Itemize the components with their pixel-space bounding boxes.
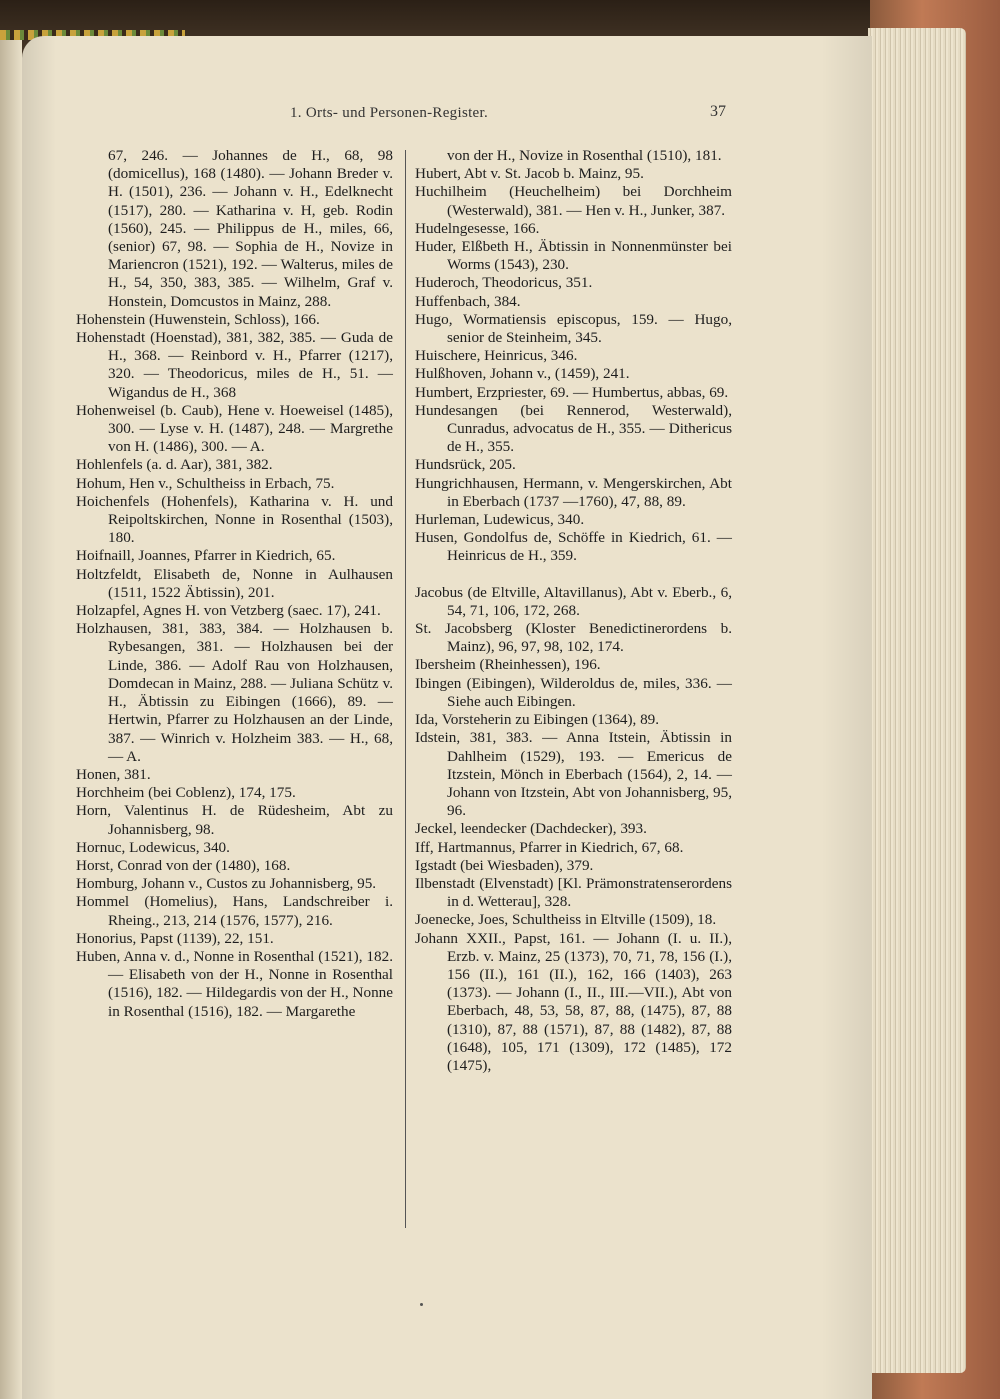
register-entry: Hulßhoven, Johann v., (1459), 241. (415, 365, 630, 383)
register-entry: Honen, 381. (76, 765, 151, 783)
section-gap (415, 566, 732, 584)
register-entry: 67, 246. — Johannes de H., 68, 98 (domicellus), 168 (1480). — Johann Breder v. H. (1501), 236. — Johann v. H., Edelknecht (1517), 280. — Katharina v. H, geb. Rodin (1560), 245. — Philippus de H., miles, 66, (senior) 67, 98. — Sophia de H., Novize in Mariencron (1521), 192. — Walterus, miles de H., 54, 350, 383, 385. — Wilhelm, Graf v. Honstein, Domcustos in Mainz, 288. (108, 147, 393, 310)
register-entry: Ida, Vorsteherin zu Eibingen (1364), 89. (415, 711, 660, 729)
register-entry: Honorius, Papst (1139), 22, 151. (76, 929, 274, 947)
register-entry: Huderoch, Theodoricus, 351. (415, 274, 593, 292)
register-entry: Hornuc, Lodewicus, 340. (76, 838, 230, 856)
register-entry: Holtzfeldt, Elisabeth de, Nonne in Aulhausen (1511, 1522 Äbtissin), 201. (76, 565, 393, 601)
facing-page-edge (0, 40, 22, 1399)
register-entry: Huchilheim (Heuchelheim) bei Dorchheim (Westerwald), 381. — Hen v. H., Junker, 387. (415, 183, 732, 219)
register-entry: Jacobus (de Eltville, Altavillanus), Abt v. Eberb., 6, 54, 71, 106, 172, 268. (415, 583, 732, 619)
register-entry: Huben, Anna v. d., Nonne in Rosenthal (1521), 182. — Elisabeth von der H., Nonne in Rosenthal (1516), 182. — Hildegardis von der H., Nonne in Rosenthal (1516), 182. — Margarethe (76, 947, 393, 1020)
register-entry: Hohum, Hen v., Schultheiss in Erbach, 75. (76, 474, 335, 492)
register-entry: Horst, Conrad von der (1480), 168. (76, 856, 291, 874)
register-entry: Hohenweisel (b. Caub), Hene v. Hoeweisel (1485), 300. — Lyse v. H. (1487), 248. — Margrethe von H. (1486), 300. — A. (76, 401, 393, 456)
register-entry: Hurleman, Ludewicus, 340. (415, 511, 585, 529)
register-entry: Huder, Elßbeth H., Äbtissin in Nonnenmünster bei Worms (1543), 230. (415, 238, 732, 274)
register-entry: Hoichenfels (Hohenfels), Katharina v. H. und Reipoltskirchen, Nonne in Rosenthal (1503), 180. (76, 492, 393, 547)
register-entry: Hohenstein (Huwenstein, Schloss), 166. (76, 310, 320, 328)
register-entry: Huischere, Heinricus, 346. (415, 347, 578, 365)
register-entry: Huffenbach, 384. (415, 292, 521, 310)
register-column-left (76, 147, 393, 1021)
register-entry: Hundsrück, 205. (415, 456, 516, 474)
register-entry: Holzapfel, Agnes H. von Vetzberg (saec. 17), 241. (76, 602, 381, 620)
register-entry: Holzhausen, 381, 383, 384. — Holzhausen b. Rybesangen, 381. — Holzhausen bei der Linde, 386. — Adolf Rau von Holzhausen, Domdecan in Mainz, 288. — Juliana Schütz v. H., Äbtissin zu Eibingen (1666), 89. — Hertwin, Pfarrer zu Holzhausen an der Linde, 387. — Winrich v. Holzheim 383. — H., 68, — A. (76, 620, 393, 765)
register-entry: Idstein, 381, 383. — Anna Itstein, Äbtissin in Dahlheim (1529), 193. — Emericus de Itzstein, Mönch in Eberbach (1564), 2, 14. — Johann von Itzstein, Abt von Johannisberg, 95, 96. (415, 729, 732, 820)
column-divider (405, 150, 406, 1228)
register-entry: von der H., Novize in Rosenthal (1510), 181. (447, 147, 722, 164)
register-entry: Joenecke, Joes, Schultheiss in Eltville (1509), 18. (415, 911, 717, 929)
register-entry: Hudelngesesse, 166. (415, 219, 540, 237)
register-entry: Hubert, Abt v. St. Jacob b. Mainz, 95. (415, 165, 644, 183)
register-entry: Hohlenfels (a. d. Aar), 381, 382. (76, 456, 273, 474)
register-entry: Hungrichhausen, Hermann, v. Mengerskirchen, Abt in Eberbach (1737 —1760), 47, 88, 89. (415, 474, 732, 510)
page-number: 37 (710, 103, 726, 120)
register-entry: Ibersheim (Rheinhessen), 196. (415, 656, 601, 674)
register-entry: Hoifnaill, Joannes, Pfarrer in Kiedrich, 65. (76, 547, 336, 565)
register-entry: Hohenstadt (Hoenstad), 381, 382, 385. — Guda de H., 368. — Reinbord v. H., Pfarrer (1217), 320. — Theodoricus, miles de H., 51. — Wigandus de H., 368 (76, 329, 393, 401)
running-head: 1. Orts- und Personen-Register. (290, 105, 489, 121)
register-entry: Horn, Valentinus H. de Rüdesheim, Abt zu Johannisberg, 98. (76, 802, 393, 838)
register-column-right (415, 147, 732, 1075)
register-entry: Johann XXII., Papst, 161. — Johann (I. u. II.), Erzb. v. Mainz, 25 (1373), 70, 71, 78, 156 (I.), 156 (II.), 161 (II.), 162, 166 (1403), 263 (1373). — Johann (I., II., III.—VII.), Abt von Eberbach, 48, 53, 58, 87, 88, (1475), 87, 88 (1310), 87, 88 (1571), 87, 88 (1482), 87, 88 (1648), 105, 171 (1309), 172 (1485), 172 (1475), (415, 929, 732, 1074)
register-entry: Hommel (Homelius), Hans, Landschreiber i. Rheing., 213, 214 (1576, 1577), 216. (76, 893, 393, 929)
page-mark (420, 1303, 423, 1306)
register-entry: Horchheim (bei Coblenz), 174, 175. (76, 784, 296, 802)
register-entry: Homburg, Johann v., Custos zu Johannisberg, 95. (76, 875, 377, 893)
register-entry: Igstadt (bei Wiesbaden), 379. (415, 856, 594, 874)
register-entry: Husen, Gondolfus de, Schöffe in Kiedrich, 61. — Heinricus de H., 359. (415, 529, 732, 565)
register-entry: St. Jacobsberg (Kloster Benedictinerordens b. Mainz), 96, 97, 98, 102, 174. (415, 620, 732, 656)
register-entry: Iff, Hartmannus, Pfarrer in Kiedrich, 67, 68. (415, 838, 684, 856)
register-entry: Jeckel, leendecker (Dachdecker), 393. (415, 820, 647, 838)
register-entry: Humbert, Erzpriester, 69. — Humbertus, abbas, 69. (415, 383, 729, 401)
register-entry: Ibingen (Eibingen), Wilderoldus de, miles, 336. — Siehe auch Eibingen. (415, 674, 732, 710)
register-entry: Hundesangen (bei Rennerod, Westerwald), Cunradus, advocatus de H., 355. — Dithericus de H., 355. (415, 401, 732, 456)
register-entry: Hugo, Wormatiensis episcopus, 159. — Hugo, senior de Steinheim, 345. (415, 310, 732, 347)
page-stack-edge (868, 28, 966, 1373)
register-entry: Ilbenstadt (Elvenstadt) [Kl. Prämonstratenserordens in d. Wetterau], 328. (415, 874, 732, 911)
